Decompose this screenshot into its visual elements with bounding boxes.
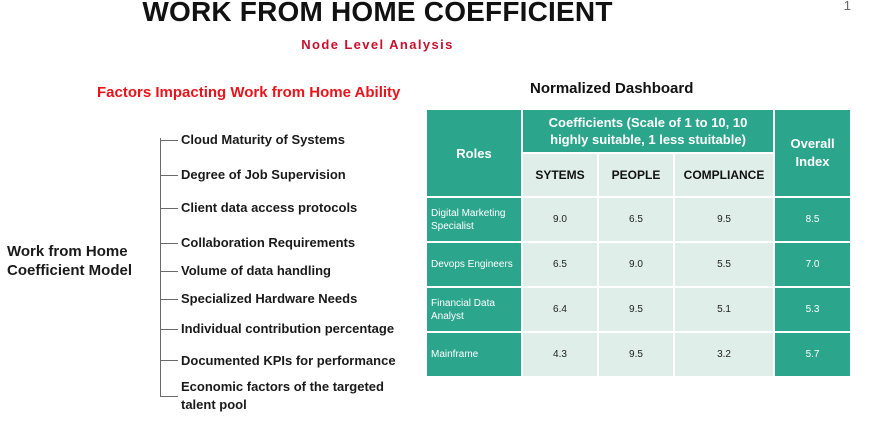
overall-index-value: 5.7 (774, 332, 851, 377)
factor-item: Collaboration Requirements (181, 235, 356, 250)
page-subtitle: Node Level Analysis (301, 37, 454, 52)
overall-index-value: 8.5 (774, 197, 851, 242)
factor-item (181, 378, 384, 414)
model-label (7, 242, 132, 280)
column-header-people: PEOPLE (598, 153, 674, 197)
systems-value: 6.4 (522, 287, 598, 332)
tree-branch-line (160, 140, 178, 141)
factor-item: Volume of data handling (181, 263, 331, 278)
people-value: 9.5 (598, 332, 674, 377)
column-header-compliance: COMPLIANCE (674, 153, 774, 197)
factor-item-line1: Economic factors of the targeted (181, 379, 384, 394)
tree-branch-line (160, 299, 178, 300)
role-cell: Financial Data Analyst (426, 287, 522, 332)
systems-value: 6.5 (522, 242, 598, 287)
factor-item: Documented KPIs for performance (181, 353, 396, 368)
tree-branch-line (160, 243, 178, 244)
column-header-systems: SYTEMS (522, 153, 598, 197)
tree-branch-line (160, 360, 178, 361)
page-number: 1 (843, 0, 851, 13)
factors-heading: Factors Impacting Work from Home Ability (97, 84, 401, 101)
page-title: WORK FROM HOME COEFFICIENT (142, 0, 613, 27)
compliance-value: 9.5 (674, 197, 774, 242)
table-row (426, 242, 851, 287)
model-label-line1: Work from Home (7, 243, 128, 260)
roles-header: Roles (426, 109, 522, 197)
factor-item: Specialized Hardware Needs (181, 291, 358, 306)
table-row (426, 197, 851, 242)
dashboard-table (425, 108, 852, 378)
model-label-line2: Coefficient Model (7, 262, 133, 279)
dashboard-heading: Normalized Dashboard (530, 80, 694, 97)
tree-branch-line (160, 396, 178, 397)
compliance-value: 5.1 (674, 287, 774, 332)
tree-trunk-line (160, 138, 161, 396)
overall-index-header: Overall Index (774, 109, 851, 197)
table-row (426, 287, 851, 332)
role-cell: Digital Marketing Specialist (426, 197, 522, 242)
overall-index-value: 7.0 (774, 242, 851, 287)
overall-index-value: 5.3 (774, 287, 851, 332)
tree-branch-line (160, 208, 178, 209)
table-row (426, 332, 851, 377)
people-value: 9.5 (598, 287, 674, 332)
role-cell: Mainframe (426, 332, 522, 377)
compliance-value: 5.5 (674, 242, 774, 287)
tree-branch-line (160, 175, 178, 176)
factor-item: Degree of Job Supervision (181, 167, 346, 182)
tree-branch-line (160, 271, 178, 272)
compliance-value: 3.2 (674, 332, 774, 377)
systems-value: 9.0 (522, 197, 598, 242)
people-value: 6.5 (598, 197, 674, 242)
factor-item: Individual contribution percentage (181, 321, 395, 336)
factor-item-line2: talent pool (181, 397, 247, 412)
role-cell: Devops Engineers (426, 242, 522, 287)
factor-item: Client data access protocols (181, 200, 358, 215)
coefficients-header: Coefficients (Scale of 1 to 10, 10 highly suitable, 1 less stuitable) (522, 109, 774, 153)
factor-item: Cloud Maturity of Systems (181, 132, 345, 147)
people-value: 9.0 (598, 242, 674, 287)
systems-value: 4.3 (522, 332, 598, 377)
tree-branch-line (160, 329, 178, 330)
